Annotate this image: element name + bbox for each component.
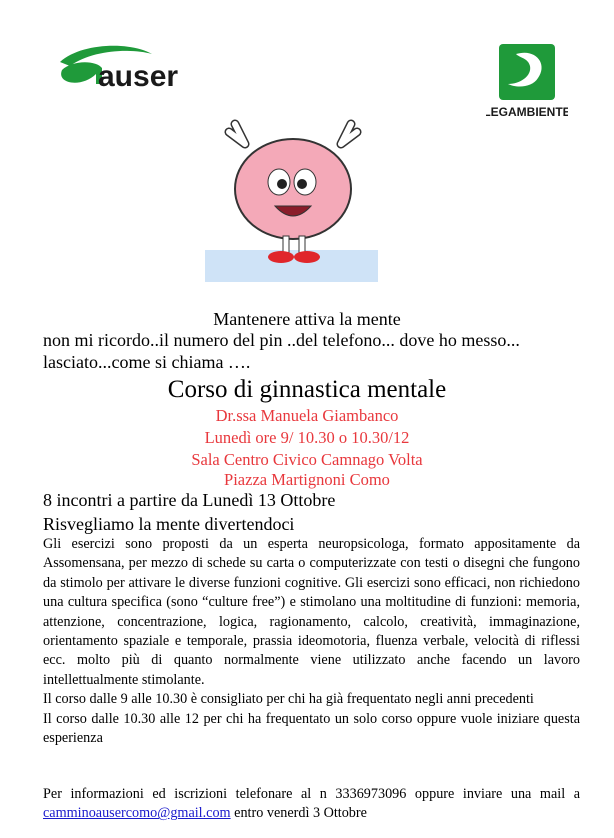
course-late-info: Il corso dalle 10.30 alle 12 per chi ha frequentato un solo corso oppure vuole iniziare questa esperienza (43, 710, 580, 747)
svg-text:LEGAMBIENTE: LEGAMBIENTE (486, 105, 568, 119)
deadline: entro venerdì 3 Ottobre (230, 805, 367, 822)
schedule: Lunedì ore 9/ 10.30 o 10.30/12 (204, 428, 410, 447)
description-paragraph: Gli esercizi sono proposti da un esperta neuropsicologa, formato appositamente da Assomensana, per mezzo di schede su carta o computerizzate con testi o disegni che fungono da stimolo per attivare le diverse funzioni cognitive. Gli esercizi sono efficaci, non richiedono una cultura specifica (sono “culture free”) e stimolano una moltitudine di funzioni: memoria, attenzione, concentrazione, logica, ragionamento, calcolo, creatività, immaginazione, orientamento spaziale e temporale, prassia ideomotoria, fluenza verbale, velocità di riflessi ecc. molto più di quanto normalmente viene utilizzato anche facendo un lavoro intellettualmente stimolante. (43, 536, 580, 688)
course-morning-info: Il corso dalle 9 alle 10.30 è consigliato per chi ha già frequentato negli anni precedenti (43, 691, 534, 708)
auser-logo (52, 40, 192, 92)
svg-text:auser: auser (98, 60, 179, 92)
contact-text: Per informazioni ed iscrizioni telefonare al n 3336973096 oppure inviare una mail a (43, 786, 580, 802)
address: Piazza Martignoni Como (224, 470, 390, 489)
venue: Sala Centro Civico Camnago Volta (191, 450, 423, 469)
intro-line-1: Mantenere attiva la mente (213, 309, 401, 329)
email-link[interactable]: camminoausercomo@gmail.com (43, 805, 231, 822)
brain-mascot-image (205, 114, 378, 282)
intro-line-2: non mi ricordo..il numero del pin ..del telefono... dove ho messo... (43, 330, 520, 350)
intro-line-3: lasciato...come si chiama …. (43, 352, 251, 372)
sessions-info: 8 incontri a partire da Lunedì 13 Ottobre (43, 490, 336, 510)
legambiente-logo (486, 44, 568, 122)
course-title: Corso di ginnastica mentale (167, 376, 447, 403)
contact-info (43, 785, 580, 824)
tagline: Risvegliamo la mente divertendoci (43, 514, 295, 534)
teacher: Dr.ssa Manuela Giambanco (215, 406, 399, 425)
description (43, 535, 580, 748)
